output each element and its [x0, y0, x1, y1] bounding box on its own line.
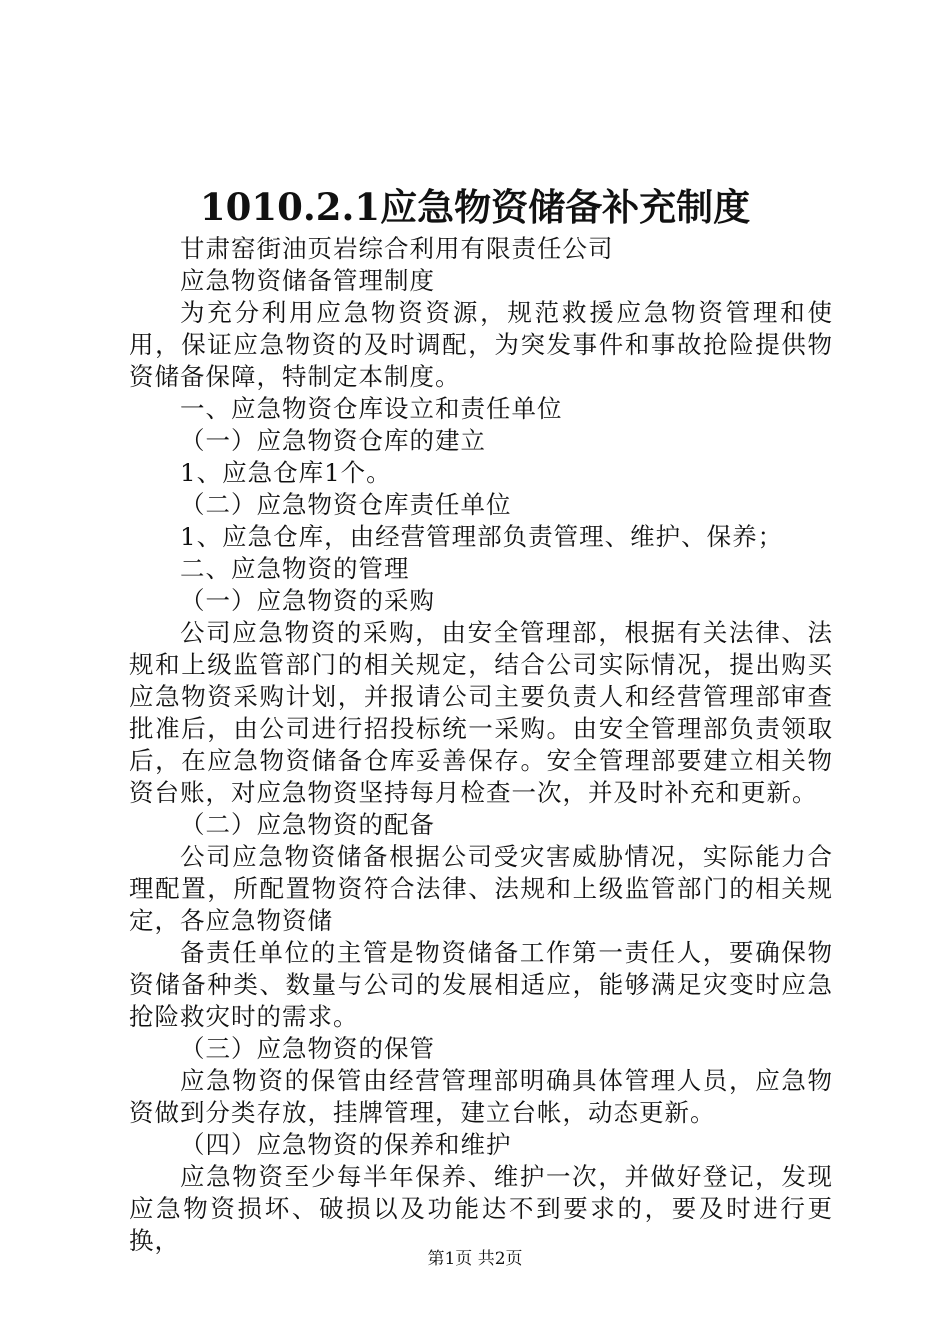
list-item: 1、应急仓库1个。: [180, 458, 392, 487]
list-item: 1、应急仓库，由经营管理部负责管理、维护、保养；: [180, 522, 784, 551]
subsection-heading: （三）应急物资的保管: [180, 1034, 435, 1063]
subsection-heading: （二）应急物资仓库责任单位: [180, 490, 512, 519]
section-heading: 二、应急物资的管理: [180, 554, 410, 583]
paragraph: 为充分利用应急物资资源，规范救援应急物资管理和使用，保证应急物资的及时调配，为突发事件和事故抢险提供物资储备保障，特制定本制度。: [129, 298, 833, 391]
subsection-heading: （一）应急物资的采购: [180, 586, 435, 615]
subsection-heading: （一）应急物资仓库的建立: [180, 426, 486, 455]
subsection-heading: （二）应急物资的配备: [180, 810, 435, 839]
paragraph: 应急物资至少每半年保养、维护一次，并做好登记，发现应急物资损坏、破损以及功能达不到要求的，要及时进行更换，: [129, 1162, 833, 1255]
document-body: [129, 233, 833, 1257]
paragraph: 公司应急物资的采购，由安全管理部，根据有关法律、法规和上级监管部门的相关规定，结合公司实际情况，提出购买应急物资采购计划，并报请公司主要负责人和经营管理部审查批准后，由公司进行招投标统一采购。由安全管理部负责领取后，在应急物资储备仓库妥善保存。安全管理部要建立相关物资台账，对应急物资坚持每月检查一次，并及时补充和更新。: [129, 618, 833, 807]
paragraph: 应急物资的保管由经营管理部明确具体管理人员，应急物资做到分类存放，挂牌管理，建立台帐，动态更新。: [129, 1066, 833, 1127]
regulation-name: 应急物资储备管理制度: [180, 266, 435, 295]
paragraph: 公司应急物资储备根据公司受灾害威胁情况，实际能力合理配置，所配置物资符合法律、法规和上级监管部门的相关规定，各应急物资储: [129, 842, 833, 935]
section-heading: 一、应急物资仓库设立和责任单位: [180, 394, 563, 423]
paragraph: 备责任单位的主管是物资储备工作第一责任人，要确保物资储备种类、数量与公司的发展相适应，能够满足灾变时应急抢险救灾时的需求。: [129, 938, 833, 1031]
document-title: 1010.2.1应急物资储备补充制度: [199, 185, 751, 229]
subsection-heading: （四）应急物资的保养和维护: [180, 1130, 512, 1159]
company-name: 甘肃窑街油页岩综合利用有限责任公司: [180, 234, 614, 263]
page-number: 第1页 共2页: [427, 1249, 523, 1269]
